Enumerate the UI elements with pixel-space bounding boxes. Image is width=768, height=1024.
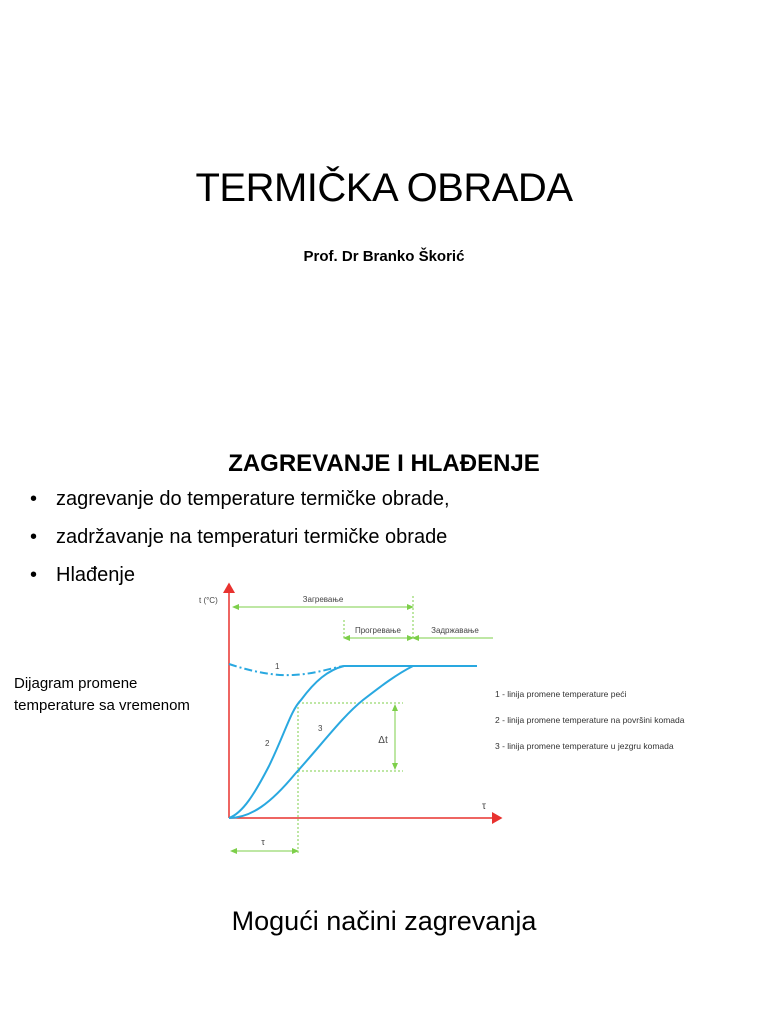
- delta-t-label: Δt: [378, 735, 388, 746]
- x-axis-label: τ: [482, 801, 486, 812]
- slide-title: TERMIČKA OBRADA: [195, 166, 573, 210]
- bullet-item: [30, 484, 450, 522]
- curve-2-surface: [229, 666, 344, 818]
- span-heating-label: Загревање: [302, 595, 344, 604]
- legend-item: 2 - linija promene temperature na površini komada: [495, 715, 685, 725]
- section-title: ZAGREVANJE I HLAĐENJE: [228, 450, 540, 477]
- diagram-caption: Dijagram promene temperature sa vremenom: [14, 675, 190, 714]
- bullet-dot-icon: •: [30, 488, 38, 510]
- curve-label: 3: [318, 724, 323, 733]
- temperature-diagram: [193, 578, 741, 864]
- bullet-dot-icon: •: [30, 526, 38, 548]
- diagram-svg: [193, 578, 741, 864]
- bullet-text: Hlađenje: [56, 564, 135, 586]
- author-name: Prof. Dr Branko Škorić: [303, 248, 465, 265]
- legend-item: 3 - linija promene temperature u jezgru komada: [495, 741, 674, 751]
- span-holding-label: Задржавање: [431, 626, 479, 635]
- y-axis-label: t (°C): [199, 596, 218, 605]
- bullet-text: zadržavanje na temperaturi termičke obrade: [56, 526, 448, 548]
- bullet-text: zagrevanje do temperature termičke obrade,: [56, 488, 450, 510]
- bullet-dot-icon: •: [30, 564, 38, 586]
- bullet-item: [30, 522, 450, 560]
- legend-item: 1 - linija promene temperature peći: [495, 689, 627, 699]
- tau-label: τ: [261, 837, 265, 847]
- span-soaking-label: Прогревање: [354, 626, 402, 635]
- curve-label: 2: [265, 739, 270, 748]
- curve-label: 1: [275, 662, 280, 671]
- footer-heading: Mogući načini zagrevanja: [231, 906, 537, 936]
